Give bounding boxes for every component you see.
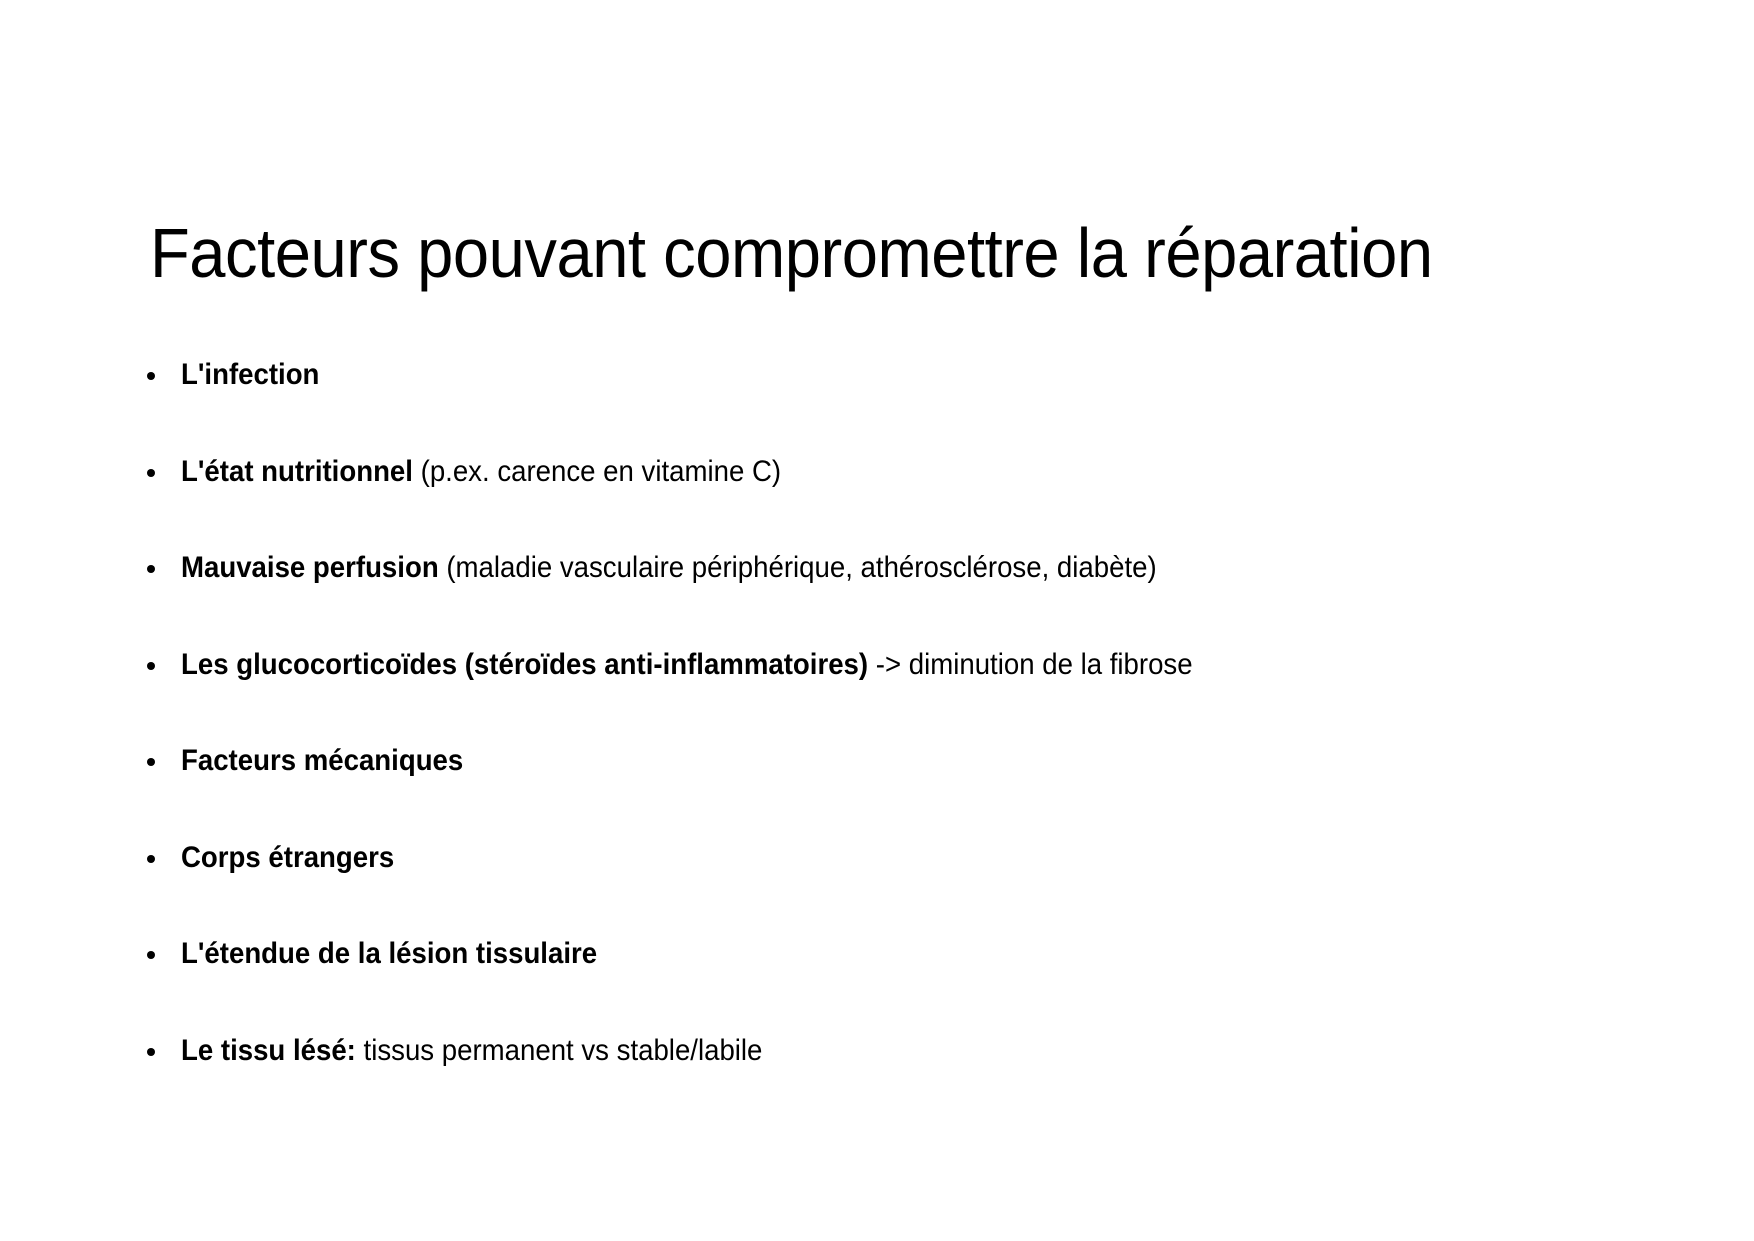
bullet-dot-icon <box>147 469 155 477</box>
bullet-item-infection <box>147 355 1281 452</box>
bullet-item-mechanical <box>147 741 1281 838</box>
bullet-bold-text: Les glucocorticoïdes (stéroïdes anti-inflammatoires) <box>181 647 869 681</box>
bullet-bold-text: L'infection <box>181 358 320 391</box>
bullet-dot-icon <box>147 855 155 863</box>
bullet-dot-icon <box>147 758 155 766</box>
bullet-dot-icon <box>147 372 155 380</box>
bullet-detail-text: (p.ex. carence en vitamine C) <box>412 454 782 488</box>
bullet-detail-text: (maladie vasculaire périphérique, athérosclérose, diabète) <box>438 551 1157 584</box>
slide-title: Facteurs pouvant compromettre la réparation <box>150 214 1433 292</box>
bullet-bold-text: L'étendue de la lésion tissulaire <box>181 937 598 970</box>
bullet-bold-text: Facteurs mécaniques <box>181 744 464 777</box>
bullet-bold-text: Corps étrangers <box>181 840 395 874</box>
bullet-dot-icon <box>147 951 155 959</box>
bullet-bold-text: L'état nutritionnel <box>181 454 413 488</box>
bullet-item-lesion-extent <box>147 934 1281 1031</box>
bullet-bold-text: Le tissu lésé: <box>181 1033 356 1067</box>
bullet-detail-text: tissus permanent vs stable/labile <box>355 1033 763 1067</box>
bullet-bold-text: Mauvaise perfusion <box>181 551 439 584</box>
bullet-item-tissue <box>147 1031 1281 1128</box>
bullet-dot-icon <box>147 1048 155 1056</box>
bullet-item-nutrition <box>147 452 1281 549</box>
bullet-item-foreign-bodies <box>147 838 1281 935</box>
bullet-dot-icon <box>147 662 155 670</box>
bullet-dot-icon <box>147 565 155 573</box>
bullet-item-perfusion <box>147 548 1281 645</box>
bullet-list <box>147 355 1281 1127</box>
bullet-item-glucocorticoids <box>147 645 1281 742</box>
bullet-detail-text: -> diminution de la fibrose <box>868 647 1193 681</box>
